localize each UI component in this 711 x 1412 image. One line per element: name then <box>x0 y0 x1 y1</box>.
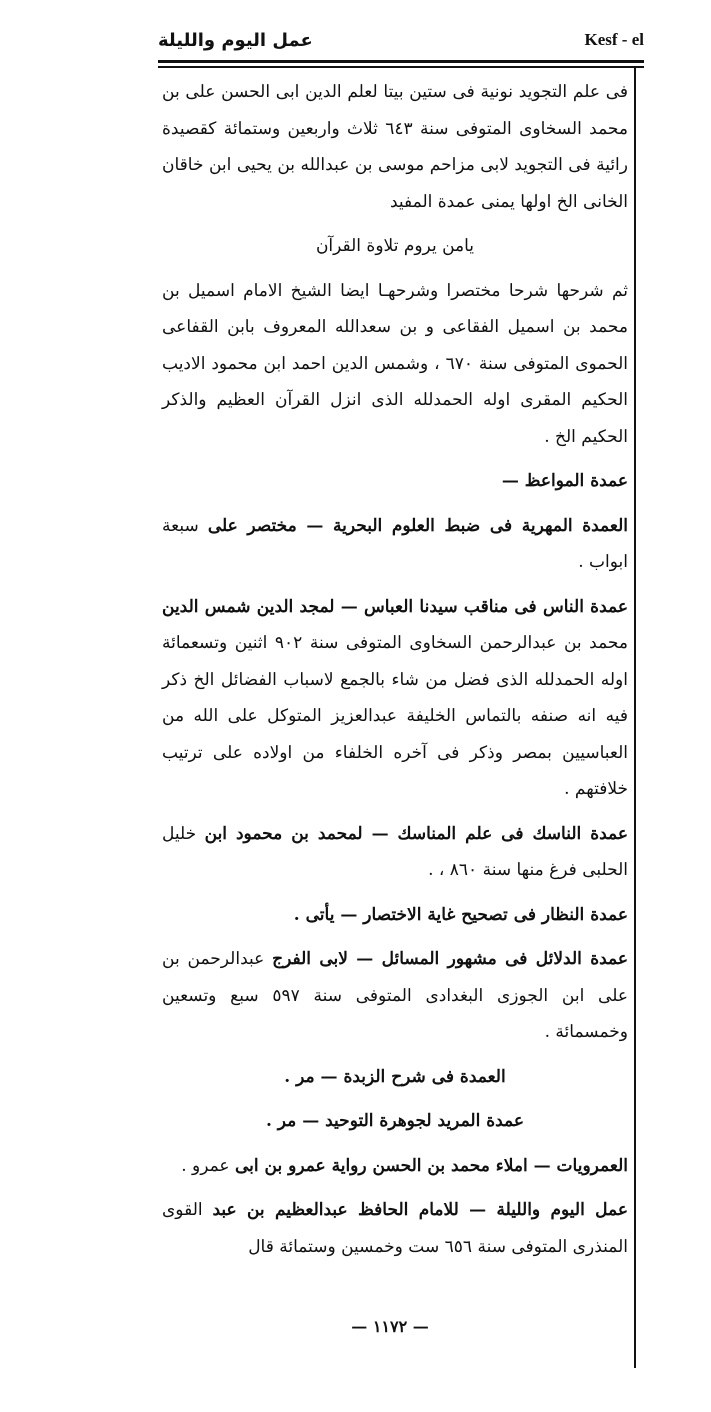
entry-body: ثم شرحها شرحا مختصرا وشرحهـا ايضا الشيخ الامام اسميل بن محمد بن اسميل الفقاعى و بن سعدالله المعروف بابن القفاعى الحموى المتوفى سنة ٦٧٠ ، وشمس الدين احمد ابن محمود الاديب الحكيم المقرى اوله الحمدلله الذى انزل القرآن العظيم والذكر الحكيم الخ . <box>162 280 628 447</box>
entry-body: القوى المنذرى المتوفى سنة ٦٥٦ ست وخمسين وستمائة قال <box>162 1200 628 1257</box>
paragraph <box>162 589 628 808</box>
header-rule-thick <box>158 60 644 63</box>
header-rule-thin <box>158 66 644 68</box>
paragraph <box>162 74 628 220</box>
page-number: — ١١٧٢ — <box>351 1317 429 1336</box>
entry-title: العمرويات — املاء محمد بن الحسن رواية عمرو بن ابى <box>234 1155 628 1176</box>
entry-title: عمدة الدلائل فى مشهور المسائل — لابى الفرج <box>272 949 628 969</box>
entry-body: سبعة ابواب . <box>162 515 628 572</box>
entry-body: فى علم التجويد نونية فى ستين بيتا لعلم الدين ابى الحسن على بن محمد السخاوى المتوفى سنة ٦٤٣ ثلاث واربعين وستمائة كقصيدة رائية فى التجويد لابى مزاحم موسى بن عبدالله بن يحيى ابن خاقان الخانى الخ اولها يمنى عمدة المفيد <box>162 82 628 212</box>
paragraph <box>162 1059 628 1096</box>
paragraph <box>162 508 628 581</box>
entry-title: عمدة المريد لجوهرة التوحيد — مر . <box>265 1111 525 1131</box>
paragraph <box>162 463 628 500</box>
entry-title: عمدة الناس فى مناقب سيدنا العباس — لمجد الدين شمس الدين <box>162 596 628 617</box>
paragraph <box>162 228 628 265</box>
margin-line <box>634 68 636 1368</box>
entry-title: العمدة فى شرح الزبدة — مر . <box>284 1066 506 1087</box>
entry-title: عمدة النظار فى تصحيح غاية الاختصار — يأتى . <box>293 904 628 925</box>
running-title-arabic: عمل اليوم والليلة <box>158 30 313 51</box>
paragraph <box>162 897 628 934</box>
entry-body: عمرو . <box>181 1155 230 1176</box>
entry-body: خليل الحلبى فرغ منها سنة ٨٦٠ ، . <box>162 823 628 880</box>
entry-title: عمدة المواعظ — <box>501 471 628 491</box>
page-header <box>158 30 644 56</box>
running-title-latin: Kesf - el <box>584 30 644 49</box>
paragraph <box>162 1148 628 1185</box>
entry-title: عمل اليوم والليلة — للامام الحافظ عبدالعظيم بن عبد <box>212 1200 628 1220</box>
entry-body: عبدالرحمن بن على ابن الجوزى البغدادى المتوفى سنة ٥٩٧ سبع وتسعين وخمسمائة . <box>162 949 628 1042</box>
entry-body: يامن يروم تلاوة القرآن <box>315 236 475 256</box>
main-text <box>162 74 628 1273</box>
entry-body: محمد بن عبدالرحمن السخاوى المتوفى سنة ٩٠٢ اثنين وتسعمائة اوله الحمدلله الذى فضل من شاء بالجمع لاسباب الفضائل الخ ذكر فيه انه صنفه بالتماس الخليفة عبدالعزيز المتوكل على الله من العباسيين بمصر وذكر فى آخره الخلفاء من اولاده على ترتيب خلافتهم . <box>162 633 628 799</box>
entry-title: عمدة الناسك فى علم المناسك — لمحمد بن محمود ابن <box>204 823 629 844</box>
paragraph <box>162 273 628 456</box>
entry-title: العمدة المهرية فى ضبط العلوم البحرية — مختصر على <box>207 515 628 536</box>
paragraph <box>162 941 628 1051</box>
paragraph <box>162 816 628 889</box>
paragraph <box>162 1192 628 1265</box>
paragraph <box>162 1103 628 1140</box>
